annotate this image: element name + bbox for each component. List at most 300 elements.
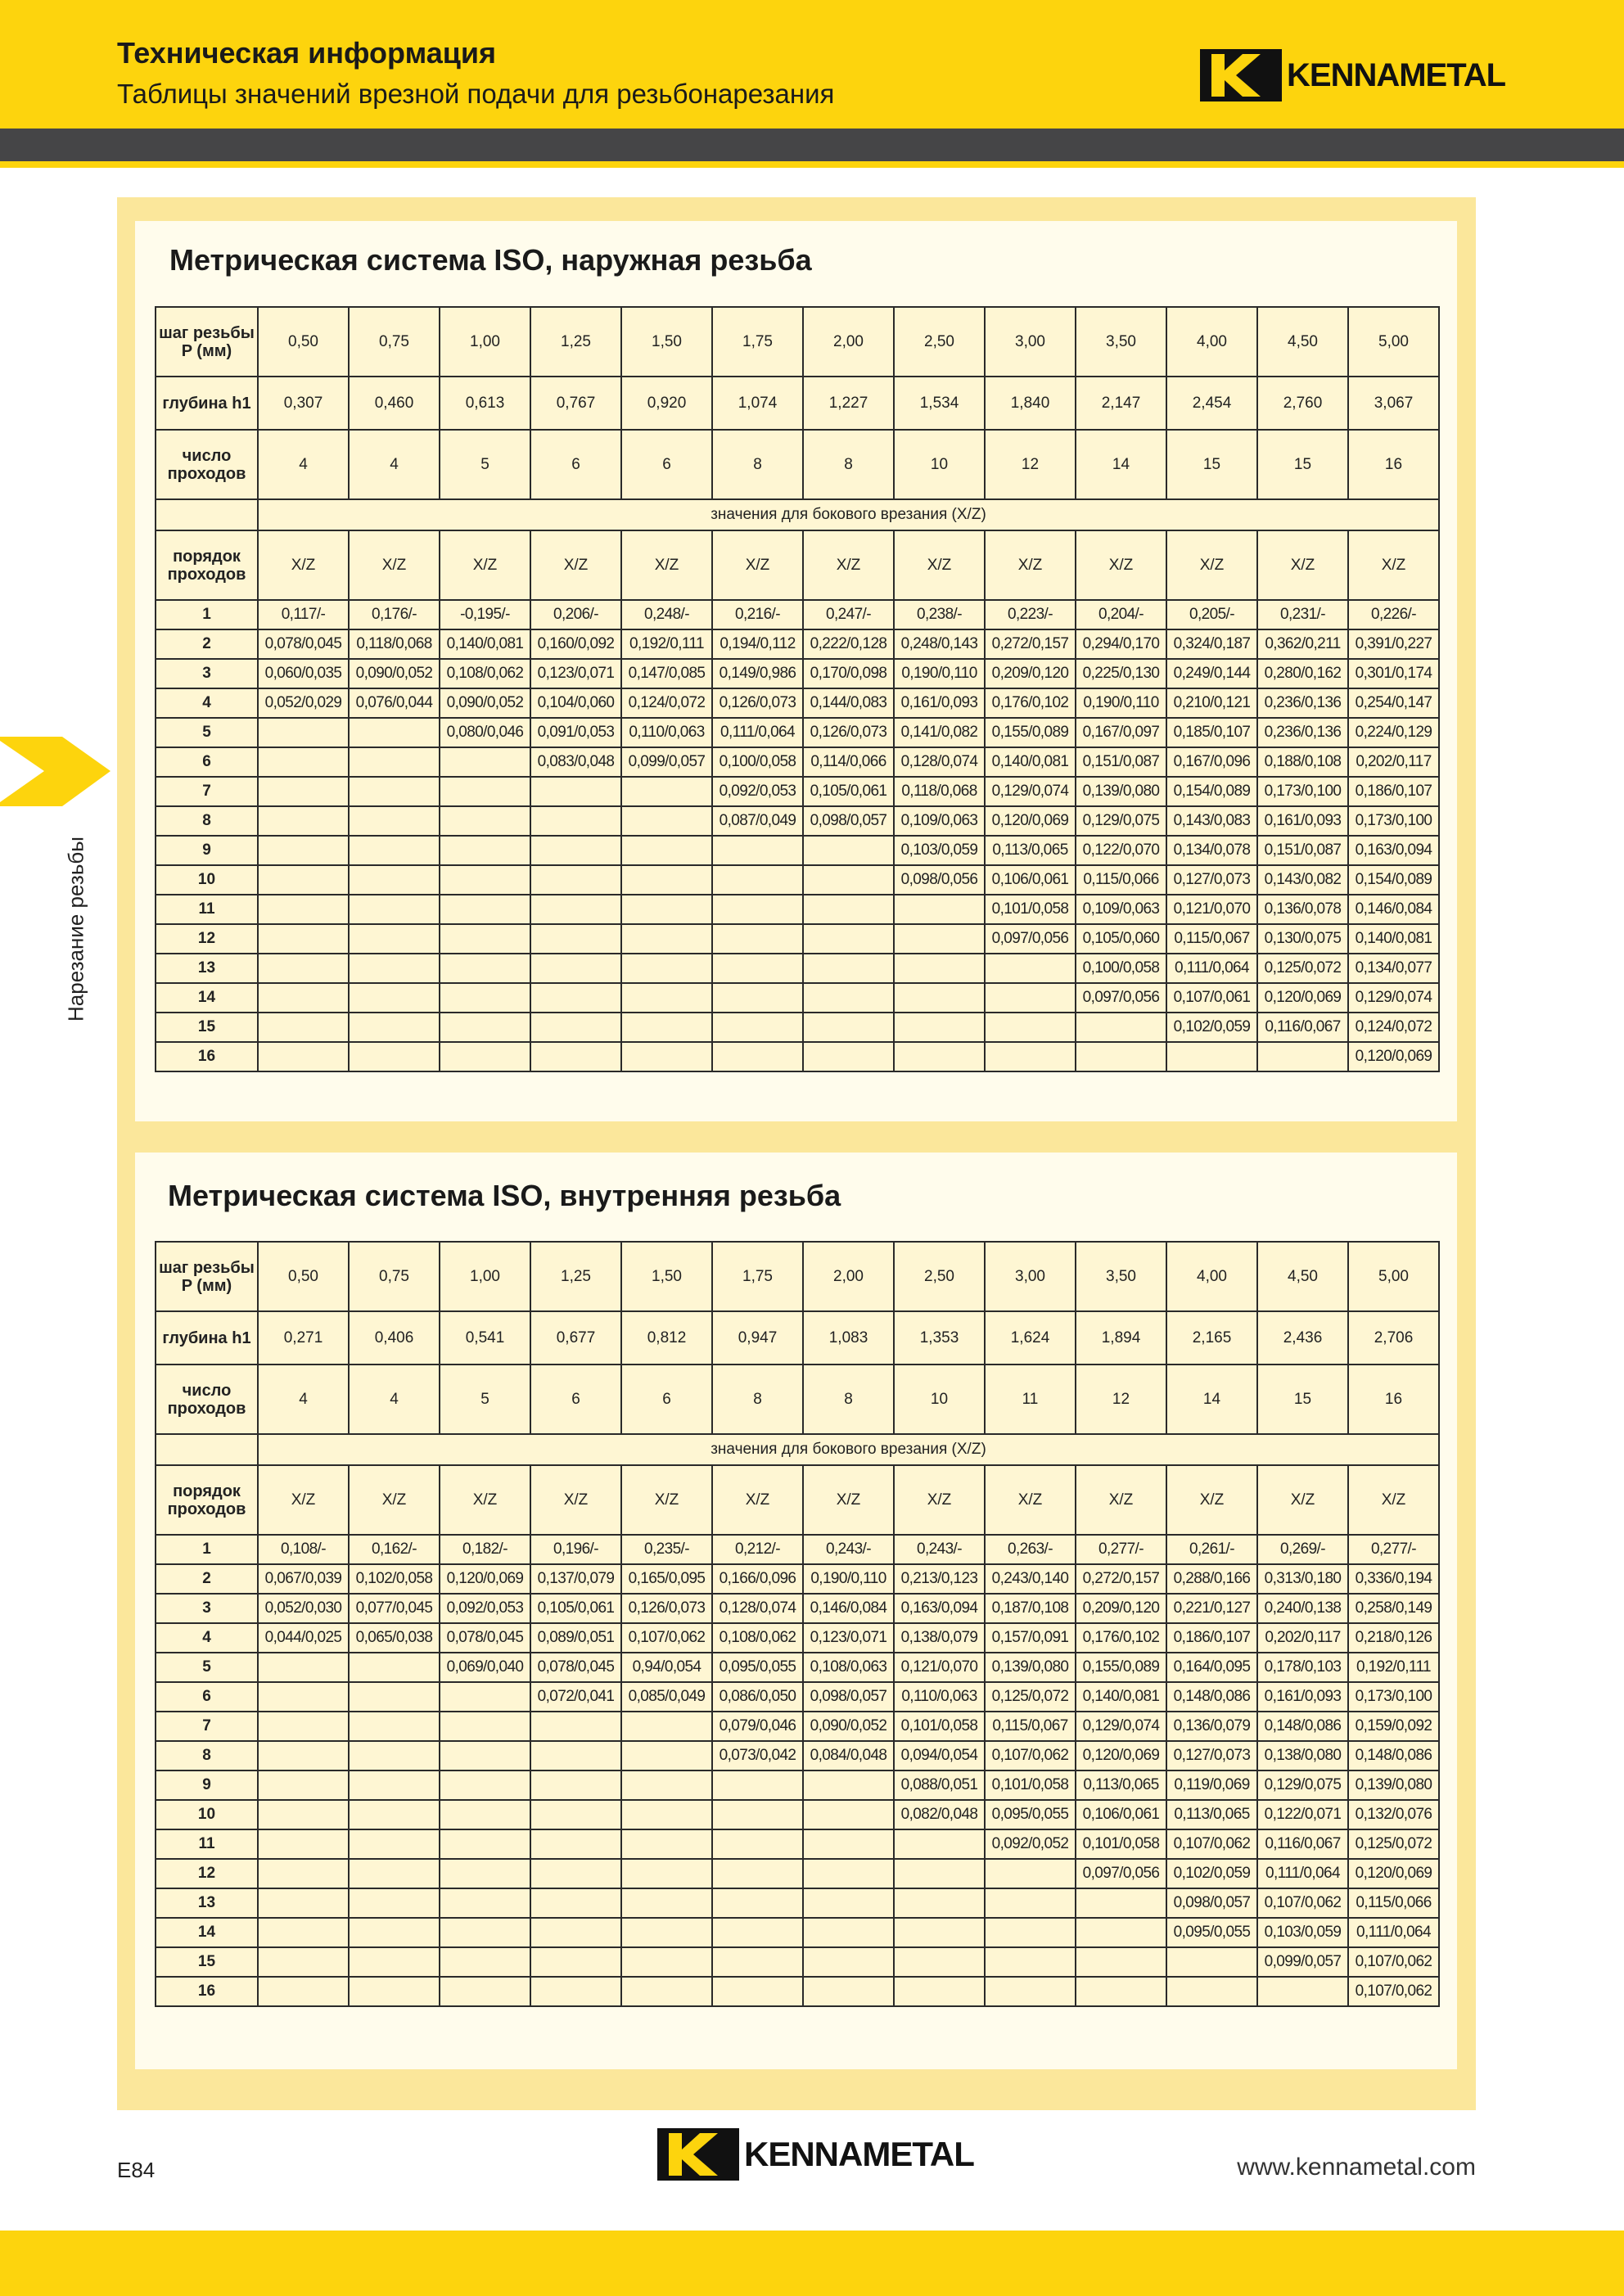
value-cell: 0,101/0,058 xyxy=(894,1712,985,1741)
value-cell xyxy=(1166,1947,1257,1977)
depth-row-cell: 1,894 xyxy=(1076,1311,1166,1365)
value-cell: 0,130/0,075 xyxy=(1257,924,1348,954)
value-cell: 0,261/- xyxy=(1166,1535,1257,1564)
pass-number: 9 xyxy=(156,836,258,865)
xz-header-cell: X/Z xyxy=(1257,1465,1348,1535)
xz-header-cell: X/Z xyxy=(803,1465,894,1535)
value-cell: 0,161/0,093 xyxy=(1257,806,1348,836)
value-cell xyxy=(440,954,530,983)
value-cell: 0,272/0,157 xyxy=(1076,1564,1166,1594)
value-cell xyxy=(803,1888,894,1918)
passes-row-cell: 8 xyxy=(712,430,803,499)
table-row xyxy=(156,1535,1439,1564)
value-cell xyxy=(621,954,712,983)
value-cell xyxy=(712,1770,803,1800)
value-cell: 0,216/- xyxy=(712,600,803,629)
value-cell: 0,123/0,071 xyxy=(803,1623,894,1653)
value-cell: 0,148/0,086 xyxy=(1348,1741,1439,1770)
depth-row-cell: 1,353 xyxy=(894,1311,985,1365)
value-cell: 0,052/0,029 xyxy=(258,688,349,718)
pass-number: 8 xyxy=(156,806,258,836)
value-cell xyxy=(803,1770,894,1800)
value-cell xyxy=(894,983,985,1013)
footer-logo xyxy=(657,2128,974,2181)
value-cell: 0,122/0,070 xyxy=(1076,836,1166,865)
xz-header-cell: X/Z xyxy=(1166,1465,1257,1535)
value-cell xyxy=(349,865,440,895)
value-cell: 0,106/0,061 xyxy=(1076,1800,1166,1829)
pitch-row-cell: 3,50 xyxy=(1076,307,1166,377)
pitch-row-cell: 1,25 xyxy=(530,307,621,377)
pass-number: 9 xyxy=(156,1770,258,1800)
value-cell: 0,098/0,057 xyxy=(1166,1888,1257,1918)
value-cell: 0,124/0,072 xyxy=(621,688,712,718)
value-cell xyxy=(349,1859,440,1888)
value-cell: 0,140/0,081 xyxy=(985,747,1076,777)
pitch-row-cell: 1,50 xyxy=(621,1242,712,1311)
value-cell: 0,202/0,117 xyxy=(1257,1623,1348,1653)
pitch-row-cell: 2,00 xyxy=(803,1242,894,1311)
value-cell: 0,187/0,108 xyxy=(985,1594,1076,1623)
value-cell: 0,391/0,227 xyxy=(1348,629,1439,659)
value-cell xyxy=(258,1653,349,1682)
value-cell xyxy=(440,806,530,836)
value-cell: 0,120/0,069 xyxy=(985,806,1076,836)
depth-row-cell: 2,147 xyxy=(1076,377,1166,430)
value-cell xyxy=(1076,1977,1166,2006)
value-cell: 0,098/0,057 xyxy=(803,806,894,836)
value-cell xyxy=(440,983,530,1013)
passes-row-cell: 6 xyxy=(621,1365,712,1434)
passes-row-cell: 11 xyxy=(985,1365,1076,1434)
value-cell: 0,118/0,068 xyxy=(894,777,985,806)
value-cell: 0,236/0,136 xyxy=(1257,688,1348,718)
value-cell: 0,151/0,087 xyxy=(1257,836,1348,865)
value-cell xyxy=(1076,1042,1166,1071)
value-cell: 0,243/- xyxy=(894,1535,985,1564)
depth-row-cell: 0,920 xyxy=(621,377,712,430)
value-cell xyxy=(349,1013,440,1042)
value-cell xyxy=(712,836,803,865)
value-cell: 0,099/0,057 xyxy=(621,747,712,777)
value-cell xyxy=(621,924,712,954)
value-cell xyxy=(440,1800,530,1829)
value-cell: 0,235/- xyxy=(621,1535,712,1564)
value-cell xyxy=(258,1829,349,1859)
value-cell: 0,313/0,180 xyxy=(1257,1564,1348,1594)
value-cell xyxy=(621,1042,712,1071)
value-cell: 0,223/- xyxy=(985,600,1076,629)
value-cell xyxy=(440,777,530,806)
pitch-row-cell: 1,00 xyxy=(440,1242,530,1311)
pass-number: 6 xyxy=(156,747,258,777)
value-cell xyxy=(349,1829,440,1859)
value-cell xyxy=(440,1741,530,1770)
pass-number: 11 xyxy=(156,1829,258,1859)
value-cell: 0,258/0,149 xyxy=(1348,1594,1439,1623)
value-cell: 0,121/0,070 xyxy=(894,1653,985,1682)
value-cell xyxy=(440,836,530,865)
depth-row-cell: 2,436 xyxy=(1257,1311,1348,1365)
pass-number: 15 xyxy=(156,1013,258,1042)
value-cell: 0,111/0,064 xyxy=(1257,1859,1348,1888)
value-cell xyxy=(349,1888,440,1918)
value-cell: 0,204/- xyxy=(1076,600,1166,629)
value-cell xyxy=(349,924,440,954)
value-cell xyxy=(1166,1042,1257,1071)
value-cell: 0,107/0,062 xyxy=(1166,1829,1257,1859)
page-number: E84 xyxy=(117,2158,156,2182)
xz-header-cell: X/Z xyxy=(621,530,712,600)
section-title-internal: Метрическая система ISO, внутренняя резьба xyxy=(168,1179,841,1212)
value-cell xyxy=(621,1859,712,1888)
value-cell: 0,073/0,042 xyxy=(712,1741,803,1770)
pass-number: 8 xyxy=(156,1741,258,1770)
value-cell: 0,126/0,073 xyxy=(621,1594,712,1623)
value-cell: 0,129/0,075 xyxy=(1076,806,1166,836)
value-cell xyxy=(712,1977,803,2006)
value-cell xyxy=(258,1918,349,1947)
value-cell: 0,122/0,071 xyxy=(1257,1800,1348,1829)
value-cell: 0,146/0,084 xyxy=(803,1594,894,1623)
value-cell: 0,079/0,046 xyxy=(712,1712,803,1741)
xz-header-cell: X/Z xyxy=(258,530,349,600)
value-cell: 0,113/0,065 xyxy=(1076,1770,1166,1800)
value-cell xyxy=(621,1712,712,1741)
value-cell: 0,186/0,107 xyxy=(1348,777,1439,806)
value-cell: 0,090/0,052 xyxy=(349,659,440,688)
value-cell: 0,105/0,061 xyxy=(803,777,894,806)
pass-number: 5 xyxy=(156,718,258,747)
value-cell: 0,294/0,170 xyxy=(1076,629,1166,659)
value-cell xyxy=(803,954,894,983)
value-cell xyxy=(894,1013,985,1042)
value-cell xyxy=(803,1859,894,1888)
pitch-row-cell: 1,75 xyxy=(712,1242,803,1311)
value-cell: 0,099/0,057 xyxy=(1257,1947,1348,1977)
pass-number: 10 xyxy=(156,1800,258,1829)
xz-header-cell: X/Z xyxy=(712,530,803,600)
value-cell: 0,128/0,074 xyxy=(712,1594,803,1623)
depth-row-cell: 3,067 xyxy=(1348,377,1439,430)
value-cell: 0,147/0,085 xyxy=(621,659,712,688)
value-cell: 0,134/0,077 xyxy=(1348,954,1439,983)
value-cell: 0,134/0,078 xyxy=(1166,836,1257,865)
value-cell: 0,173/0,100 xyxy=(1348,1682,1439,1712)
value-cell: 0,139/0,080 xyxy=(1076,777,1166,806)
value-cell xyxy=(985,1947,1076,1977)
value-cell xyxy=(530,1770,621,1800)
value-cell: 0,163/0,094 xyxy=(1348,836,1439,865)
value-cell xyxy=(894,954,985,983)
value-cell: 0,076/0,044 xyxy=(349,688,440,718)
xz-header-cell: X/Z xyxy=(258,1465,349,1535)
value-cell xyxy=(349,1712,440,1741)
value-cell: 0,097/0,056 xyxy=(985,924,1076,954)
pass-number: 1 xyxy=(156,600,258,629)
pass-number: 10 xyxy=(156,865,258,895)
side-chevron-icon xyxy=(0,737,111,806)
depth-row xyxy=(156,377,1439,430)
value-cell xyxy=(985,983,1076,1013)
table-row xyxy=(156,1888,1439,1918)
website-link[interactable]: www.kennametal.com xyxy=(1237,2154,1476,2181)
pitch-row-cell: 1,75 xyxy=(712,307,803,377)
value-cell: 0,173/0,100 xyxy=(1348,806,1439,836)
header-subtitle: Таблицы значений врезной подачи для резьбонарезания xyxy=(117,79,835,109)
pitch-row-cell: 3,00 xyxy=(985,1242,1076,1311)
depth-row-label: глубина h1 xyxy=(156,377,258,430)
value-cell xyxy=(258,1800,349,1829)
value-cell: 0,105/0,060 xyxy=(1076,924,1166,954)
value-cell xyxy=(349,983,440,1013)
value-cell: 0,182/- xyxy=(440,1535,530,1564)
value-cell xyxy=(440,924,530,954)
passes-row xyxy=(156,1365,1439,1434)
value-cell: 0,105/0,061 xyxy=(530,1594,621,1623)
passes-row-cell: 4 xyxy=(258,1365,349,1434)
value-cell: 0,206/- xyxy=(530,600,621,629)
value-cell xyxy=(803,1977,894,2006)
value-cell: 0,190/0,110 xyxy=(803,1564,894,1594)
value-cell: 0,140/0,081 xyxy=(1076,1682,1166,1712)
value-cell: -0,195/- xyxy=(440,600,530,629)
value-cell xyxy=(803,836,894,865)
value-cell: 0,176/- xyxy=(349,600,440,629)
value-cell: 0,077/0,045 xyxy=(349,1594,440,1623)
value-cell xyxy=(712,865,803,895)
pass-number: 2 xyxy=(156,1564,258,1594)
value-cell xyxy=(530,1712,621,1741)
depth-row-cell: 0,947 xyxy=(712,1311,803,1365)
value-cell: 0,103/0,059 xyxy=(1257,1918,1348,1947)
value-cell xyxy=(530,1918,621,1947)
value-cell: 0,127/0,073 xyxy=(1166,865,1257,895)
value-cell: 0,210/0,121 xyxy=(1166,688,1257,718)
value-cell: 0,110/0,063 xyxy=(621,718,712,747)
value-cell xyxy=(530,865,621,895)
value-cell: 0,161/0,093 xyxy=(894,688,985,718)
value-cell: 0,161/0,093 xyxy=(1257,1682,1348,1712)
xz-header-cell: X/Z xyxy=(1076,530,1166,600)
value-cell xyxy=(1076,1888,1166,1918)
note-blank xyxy=(156,1434,258,1465)
value-cell: 0,044/0,025 xyxy=(258,1623,349,1653)
value-cell: 0,166/0,096 xyxy=(712,1564,803,1594)
value-cell xyxy=(1257,1977,1348,2006)
value-cell xyxy=(621,895,712,924)
xz-header-cell: X/Z xyxy=(894,1465,985,1535)
pitch-row-cell: 0,75 xyxy=(349,1242,440,1311)
value-cell xyxy=(349,895,440,924)
value-cell: 0,139/0,080 xyxy=(1348,1770,1439,1800)
value-cell: 0,243/- xyxy=(803,1535,894,1564)
passes-row-cell: 5 xyxy=(440,1365,530,1434)
value-cell: 0,263/- xyxy=(985,1535,1076,1564)
table-row xyxy=(156,1741,1439,1770)
xz-header-cell: X/Z xyxy=(440,530,530,600)
value-cell: 0,146/0,084 xyxy=(1348,895,1439,924)
value-cell: 0,072/0,041 xyxy=(530,1682,621,1712)
value-cell xyxy=(349,1770,440,1800)
value-cell: 0,162/- xyxy=(349,1535,440,1564)
value-cell: 0,205/- xyxy=(1166,600,1257,629)
value-cell: 0,090/0,052 xyxy=(803,1712,894,1741)
value-cell xyxy=(349,1741,440,1770)
value-cell xyxy=(894,924,985,954)
value-cell: 0,060/0,035 xyxy=(258,659,349,688)
xz-header-cell: X/Z xyxy=(1348,1465,1439,1535)
table-row xyxy=(156,1859,1439,1888)
value-cell: 0,194/0,112 xyxy=(712,629,803,659)
value-cell: 0,222/0,128 xyxy=(803,629,894,659)
value-cell: 0,136/0,079 xyxy=(1166,1712,1257,1741)
value-cell xyxy=(621,865,712,895)
passes-row-cell: 4 xyxy=(349,1365,440,1434)
value-cell: 0,94/0,054 xyxy=(621,1653,712,1682)
value-cell xyxy=(712,954,803,983)
value-cell xyxy=(803,983,894,1013)
value-cell: 0,118/0,068 xyxy=(349,629,440,659)
value-cell: 0,137/0,079 xyxy=(530,1564,621,1594)
value-cell: 0,115/0,066 xyxy=(1076,865,1166,895)
passes-row xyxy=(156,430,1439,499)
value-cell: 0,121/0,070 xyxy=(1166,895,1257,924)
pitch-row-cell: 0,50 xyxy=(258,1242,349,1311)
value-cell xyxy=(1076,1918,1166,1947)
table-external-thread xyxy=(155,306,1440,1072)
value-cell: 0,288/0,166 xyxy=(1166,1564,1257,1594)
value-cell: 0,138/0,079 xyxy=(894,1623,985,1653)
value-cell: 0,082/0,048 xyxy=(894,1800,985,1829)
value-cell xyxy=(803,924,894,954)
value-cell: 0,107/0,062 xyxy=(621,1623,712,1653)
value-cell: 0,115/0,067 xyxy=(1166,924,1257,954)
value-cell xyxy=(440,865,530,895)
value-cell: 0,102/0,059 xyxy=(1166,1013,1257,1042)
value-cell: 0,108/0,063 xyxy=(803,1653,894,1682)
value-cell xyxy=(258,954,349,983)
passes-row-cell: 6 xyxy=(530,1365,621,1434)
value-cell xyxy=(712,1800,803,1829)
value-cell: 0,301/0,174 xyxy=(1348,659,1439,688)
value-cell: 0,111/0,064 xyxy=(712,718,803,747)
value-cell: 0,185/0,107 xyxy=(1166,718,1257,747)
pitch-row xyxy=(156,1242,1439,1311)
value-cell xyxy=(803,1042,894,1071)
value-cell xyxy=(712,1947,803,1977)
value-cell: 0,224/0,129 xyxy=(1348,718,1439,747)
depth-row-cell: 0,460 xyxy=(349,377,440,430)
pass-number: 7 xyxy=(156,777,258,806)
table-row xyxy=(156,1623,1439,1653)
value-cell xyxy=(258,1888,349,1918)
value-cell: 0,126/0,073 xyxy=(803,718,894,747)
value-cell xyxy=(1076,1013,1166,1042)
value-cell: 0,225/0,130 xyxy=(1076,659,1166,688)
note-row xyxy=(156,1434,1439,1465)
value-cell xyxy=(621,1977,712,2006)
table-row xyxy=(156,954,1439,983)
pass-number: 4 xyxy=(156,1623,258,1653)
value-cell xyxy=(621,1800,712,1829)
value-cell xyxy=(712,924,803,954)
value-cell xyxy=(258,1947,349,1977)
value-cell xyxy=(349,1042,440,1071)
value-cell: 0,155/0,089 xyxy=(1076,1653,1166,1682)
value-cell xyxy=(349,836,440,865)
value-cell: 0,269/- xyxy=(1257,1535,1348,1564)
value-cell: 0,236/0,136 xyxy=(1257,718,1348,747)
value-cell xyxy=(258,1682,349,1712)
value-cell: 0,113/0,065 xyxy=(985,836,1076,865)
value-cell: 0,115/0,066 xyxy=(1348,1888,1439,1918)
value-cell: 0,109/0,063 xyxy=(894,806,985,836)
passes-row-cell: 5 xyxy=(440,430,530,499)
depth-row-cell: 0,613 xyxy=(440,377,530,430)
value-cell: 0,196/- xyxy=(530,1535,621,1564)
depth-row-cell: 2,165 xyxy=(1166,1311,1257,1365)
value-cell xyxy=(712,1013,803,1042)
xz-header-cell: X/Z xyxy=(530,530,621,600)
value-cell: 0,138/0,080 xyxy=(1257,1741,1348,1770)
value-cell: 0,140/0,081 xyxy=(440,629,530,659)
order-row xyxy=(156,530,1439,600)
depth-row-cell: 1,083 xyxy=(803,1311,894,1365)
value-cell: 0,117/- xyxy=(258,600,349,629)
value-cell: 0,098/0,057 xyxy=(803,1682,894,1712)
value-cell xyxy=(803,1013,894,1042)
note-blank xyxy=(156,499,258,530)
xz-header-cell: X/Z xyxy=(803,530,894,600)
value-cell: 0,163/0,094 xyxy=(894,1594,985,1623)
value-cell: 0,141/0,082 xyxy=(894,718,985,747)
value-cell: 0,078/0,045 xyxy=(258,629,349,659)
value-cell xyxy=(440,1013,530,1042)
side-tab-label: Нарезание резьбы xyxy=(63,837,88,1022)
passes-row-cell: 15 xyxy=(1257,1365,1348,1434)
value-cell: 0,170/0,098 xyxy=(803,659,894,688)
value-cell xyxy=(440,1977,530,2006)
value-cell: 0,106/0,061 xyxy=(985,865,1076,895)
value-cell: 0,065/0,038 xyxy=(349,1623,440,1653)
value-cell: 0,218/0,126 xyxy=(1348,1623,1439,1653)
value-cell: 0,120/0,069 xyxy=(1348,1042,1439,1071)
value-cell xyxy=(440,1888,530,1918)
table-row xyxy=(156,1594,1439,1623)
xz-header-cell: X/Z xyxy=(712,1465,803,1535)
value-cell xyxy=(894,1829,985,1859)
value-cell xyxy=(258,836,349,865)
value-cell: 0,277/- xyxy=(1076,1535,1166,1564)
value-cell xyxy=(712,983,803,1013)
value-cell: 0,092/0,053 xyxy=(712,777,803,806)
value-cell: 0,128/0,074 xyxy=(894,747,985,777)
value-cell: 0,091/0,053 xyxy=(530,718,621,747)
value-cell: 0,336/0,194 xyxy=(1348,1564,1439,1594)
value-cell: 0,240/0,138 xyxy=(1257,1594,1348,1623)
value-cell: 0,238/- xyxy=(894,600,985,629)
value-cell: 0,192/0,111 xyxy=(1348,1653,1439,1682)
value-cell xyxy=(258,895,349,924)
value-cell xyxy=(349,1800,440,1829)
pass-number: 5 xyxy=(156,1653,258,1682)
header-dark-stripe xyxy=(0,129,1624,161)
pitch-row-cell: 1,25 xyxy=(530,1242,621,1311)
depth-row-cell: 2,706 xyxy=(1348,1311,1439,1365)
table-internal-thread xyxy=(155,1241,1440,2007)
value-cell xyxy=(621,1947,712,1977)
